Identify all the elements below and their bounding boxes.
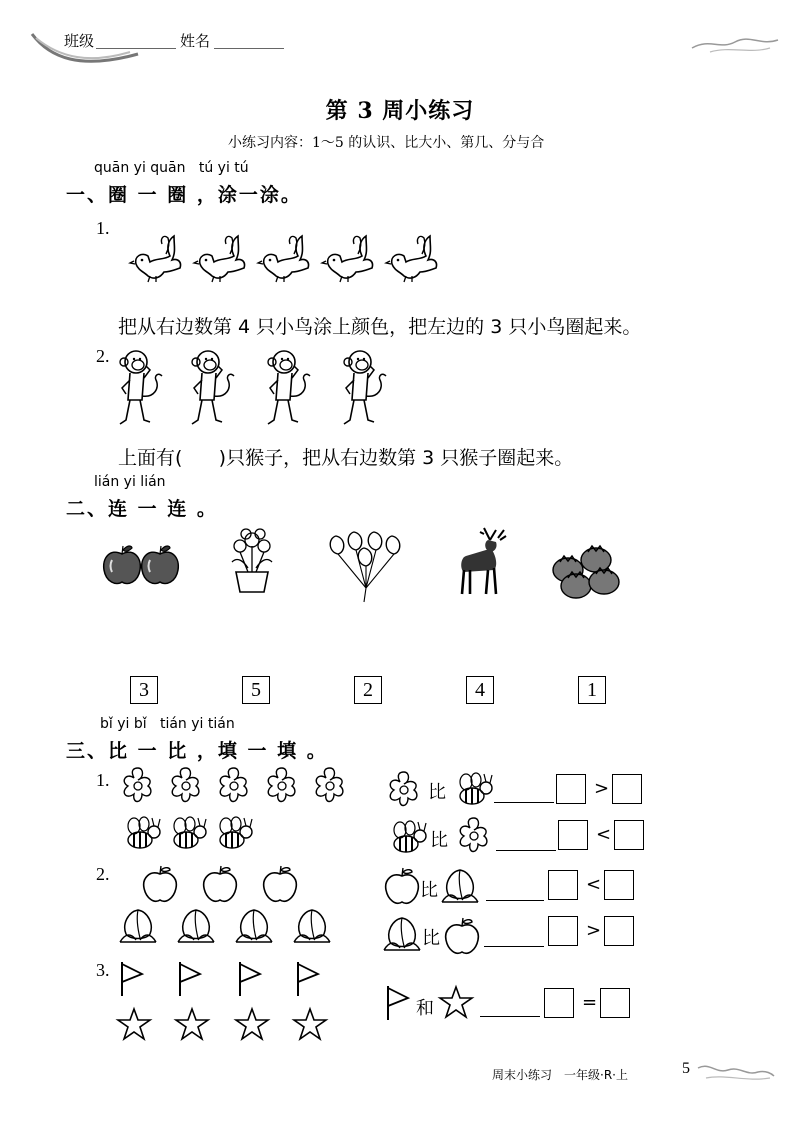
bi-label: 比 xyxy=(428,782,446,803)
s3-q2-number: 2. xyxy=(96,864,110,884)
answer-blank[interactable] xyxy=(496,850,556,851)
bird-icon xyxy=(386,236,437,282)
eq-sign: = xyxy=(582,992,598,1013)
section2-heading: 二、连 一 连 。 xyxy=(66,498,218,520)
section3-heading: 三、比 一 比 ，填 一 填 。 xyxy=(66,740,328,762)
monkey-icon xyxy=(268,351,310,424)
gt-sign: > xyxy=(586,920,602,941)
answer-box[interactable] xyxy=(556,774,586,804)
bird-icon xyxy=(258,236,309,282)
answer-blank[interactable] xyxy=(494,802,554,803)
answer-box[interactable] xyxy=(604,870,634,900)
bees-row xyxy=(120,814,260,858)
q1-instruction: 把从右边数第 4 只小鸟涂上颜色，把左边的 3 只小鸟圈起来。 xyxy=(118,316,642,338)
deer-image xyxy=(454,526,514,602)
number-box-2[interactable]: 5 xyxy=(242,676,270,704)
bi-label: 比 xyxy=(422,928,440,949)
flower-pot-image xyxy=(222,526,282,600)
star-icon xyxy=(294,1009,326,1039)
s3-q3-number: 3. xyxy=(96,960,110,980)
answer-box[interactable] xyxy=(614,820,644,850)
q2-instruction: 上面有( )只猴子，把从右边数第 3 只猴子圈起来。 xyxy=(118,447,574,469)
peach-icon xyxy=(178,910,214,942)
peach-icon xyxy=(294,910,330,942)
apple-icon xyxy=(204,866,237,901)
footer-cloud-decoration xyxy=(696,1060,776,1090)
monkey-icon xyxy=(192,351,234,424)
class-blank[interactable] xyxy=(96,48,176,49)
flag-icon xyxy=(386,986,412,1026)
star-icon xyxy=(440,986,474,1024)
peach-icon xyxy=(382,914,424,958)
apples-image xyxy=(102,544,182,594)
name-label: 姓名 xyxy=(180,32,211,50)
flower-icon xyxy=(316,768,343,802)
number-box-1[interactable]: 3 xyxy=(130,676,158,704)
answer-box[interactable] xyxy=(544,988,574,1018)
section2-pinyin: lián yi lián xyxy=(94,474,166,490)
bee-icon xyxy=(386,818,430,862)
q1-number: 1. xyxy=(96,218,110,238)
answer-box[interactable] xyxy=(548,870,578,900)
bi-label: 比 xyxy=(420,880,438,901)
flowers-row xyxy=(116,764,356,812)
monkey-icon xyxy=(120,351,162,424)
flag-icon xyxy=(298,962,318,996)
balloons-image xyxy=(326,530,406,609)
flower-icon xyxy=(452,814,496,862)
lt-sign: < xyxy=(596,824,612,845)
number-box-3[interactable]: 2 xyxy=(354,676,382,704)
birds-row xyxy=(130,234,440,290)
section3-pinyin: bǐ yi bǐ tián yi tián xyxy=(100,716,235,732)
answer-box[interactable] xyxy=(600,988,630,1018)
section1-pinyin: quān yi quān tú yi tú xyxy=(94,160,249,176)
answer-blank[interactable] xyxy=(484,946,544,947)
flower-icon xyxy=(124,768,151,802)
page-subtitle: 小练习内容：1～5 的认识、比大小、第几、分与合 xyxy=(228,135,545,151)
peach-icon xyxy=(120,910,156,942)
flag-icon xyxy=(240,962,260,996)
flag-icon xyxy=(122,962,142,996)
star-icon xyxy=(236,1009,268,1039)
number-box-4[interactable]: 4 xyxy=(466,676,494,704)
bee-icon xyxy=(220,817,252,848)
bee-icon xyxy=(128,817,160,848)
flower-icon xyxy=(172,768,199,802)
section1-heading: 一、圈 一 圈 ，涂一涂。 xyxy=(66,184,302,206)
flower-icon xyxy=(268,768,295,802)
number-box-5[interactable]: 1 xyxy=(578,676,606,704)
header-cloud-decoration xyxy=(690,28,780,62)
answer-box[interactable] xyxy=(548,916,578,946)
star-icon xyxy=(176,1009,208,1039)
apples-row xyxy=(142,866,312,910)
class-label: 班级 xyxy=(64,32,95,50)
page-title: 第 3 周小练习 xyxy=(325,98,475,124)
flag-icon xyxy=(180,962,200,996)
answer-blank[interactable] xyxy=(480,1016,540,1017)
peach-icon xyxy=(440,866,482,910)
footer-text: 周末小练习 一年级·R·上 xyxy=(492,1068,628,1082)
answer-box[interactable] xyxy=(612,774,642,804)
monkey-icon xyxy=(344,351,386,424)
tomatoes-image xyxy=(552,544,620,604)
apple-icon xyxy=(384,868,424,912)
compare-row-1 xyxy=(382,768,426,816)
bi-label: 比 xyxy=(430,830,448,851)
apple-icon xyxy=(264,866,297,901)
apple-icon xyxy=(444,918,484,962)
s3-q1-number: 1. xyxy=(96,770,110,790)
flags-row xyxy=(120,962,330,1002)
q2-number: 2. xyxy=(96,346,110,366)
monkeys-row xyxy=(118,348,398,432)
bee-icon xyxy=(452,770,496,814)
answer-blank[interactable] xyxy=(486,900,544,901)
answer-box[interactable] xyxy=(558,820,588,850)
flower-icon xyxy=(220,768,247,802)
gt-sign: > xyxy=(594,778,610,799)
bee-icon xyxy=(174,817,206,848)
bird-icon xyxy=(322,236,373,282)
page-number: 5 xyxy=(682,1060,690,1077)
answer-box[interactable] xyxy=(604,916,634,946)
bird-icon xyxy=(130,236,181,282)
star-icon xyxy=(118,1009,150,1039)
apple-icon xyxy=(144,866,177,901)
peaches-row xyxy=(118,906,348,952)
bird-icon xyxy=(194,236,245,282)
lt-sign: < xyxy=(586,874,602,895)
stars-row xyxy=(118,1008,338,1046)
peach-icon xyxy=(236,910,272,942)
he-label: 和 xyxy=(416,998,434,1019)
name-blank[interactable] xyxy=(214,48,284,49)
